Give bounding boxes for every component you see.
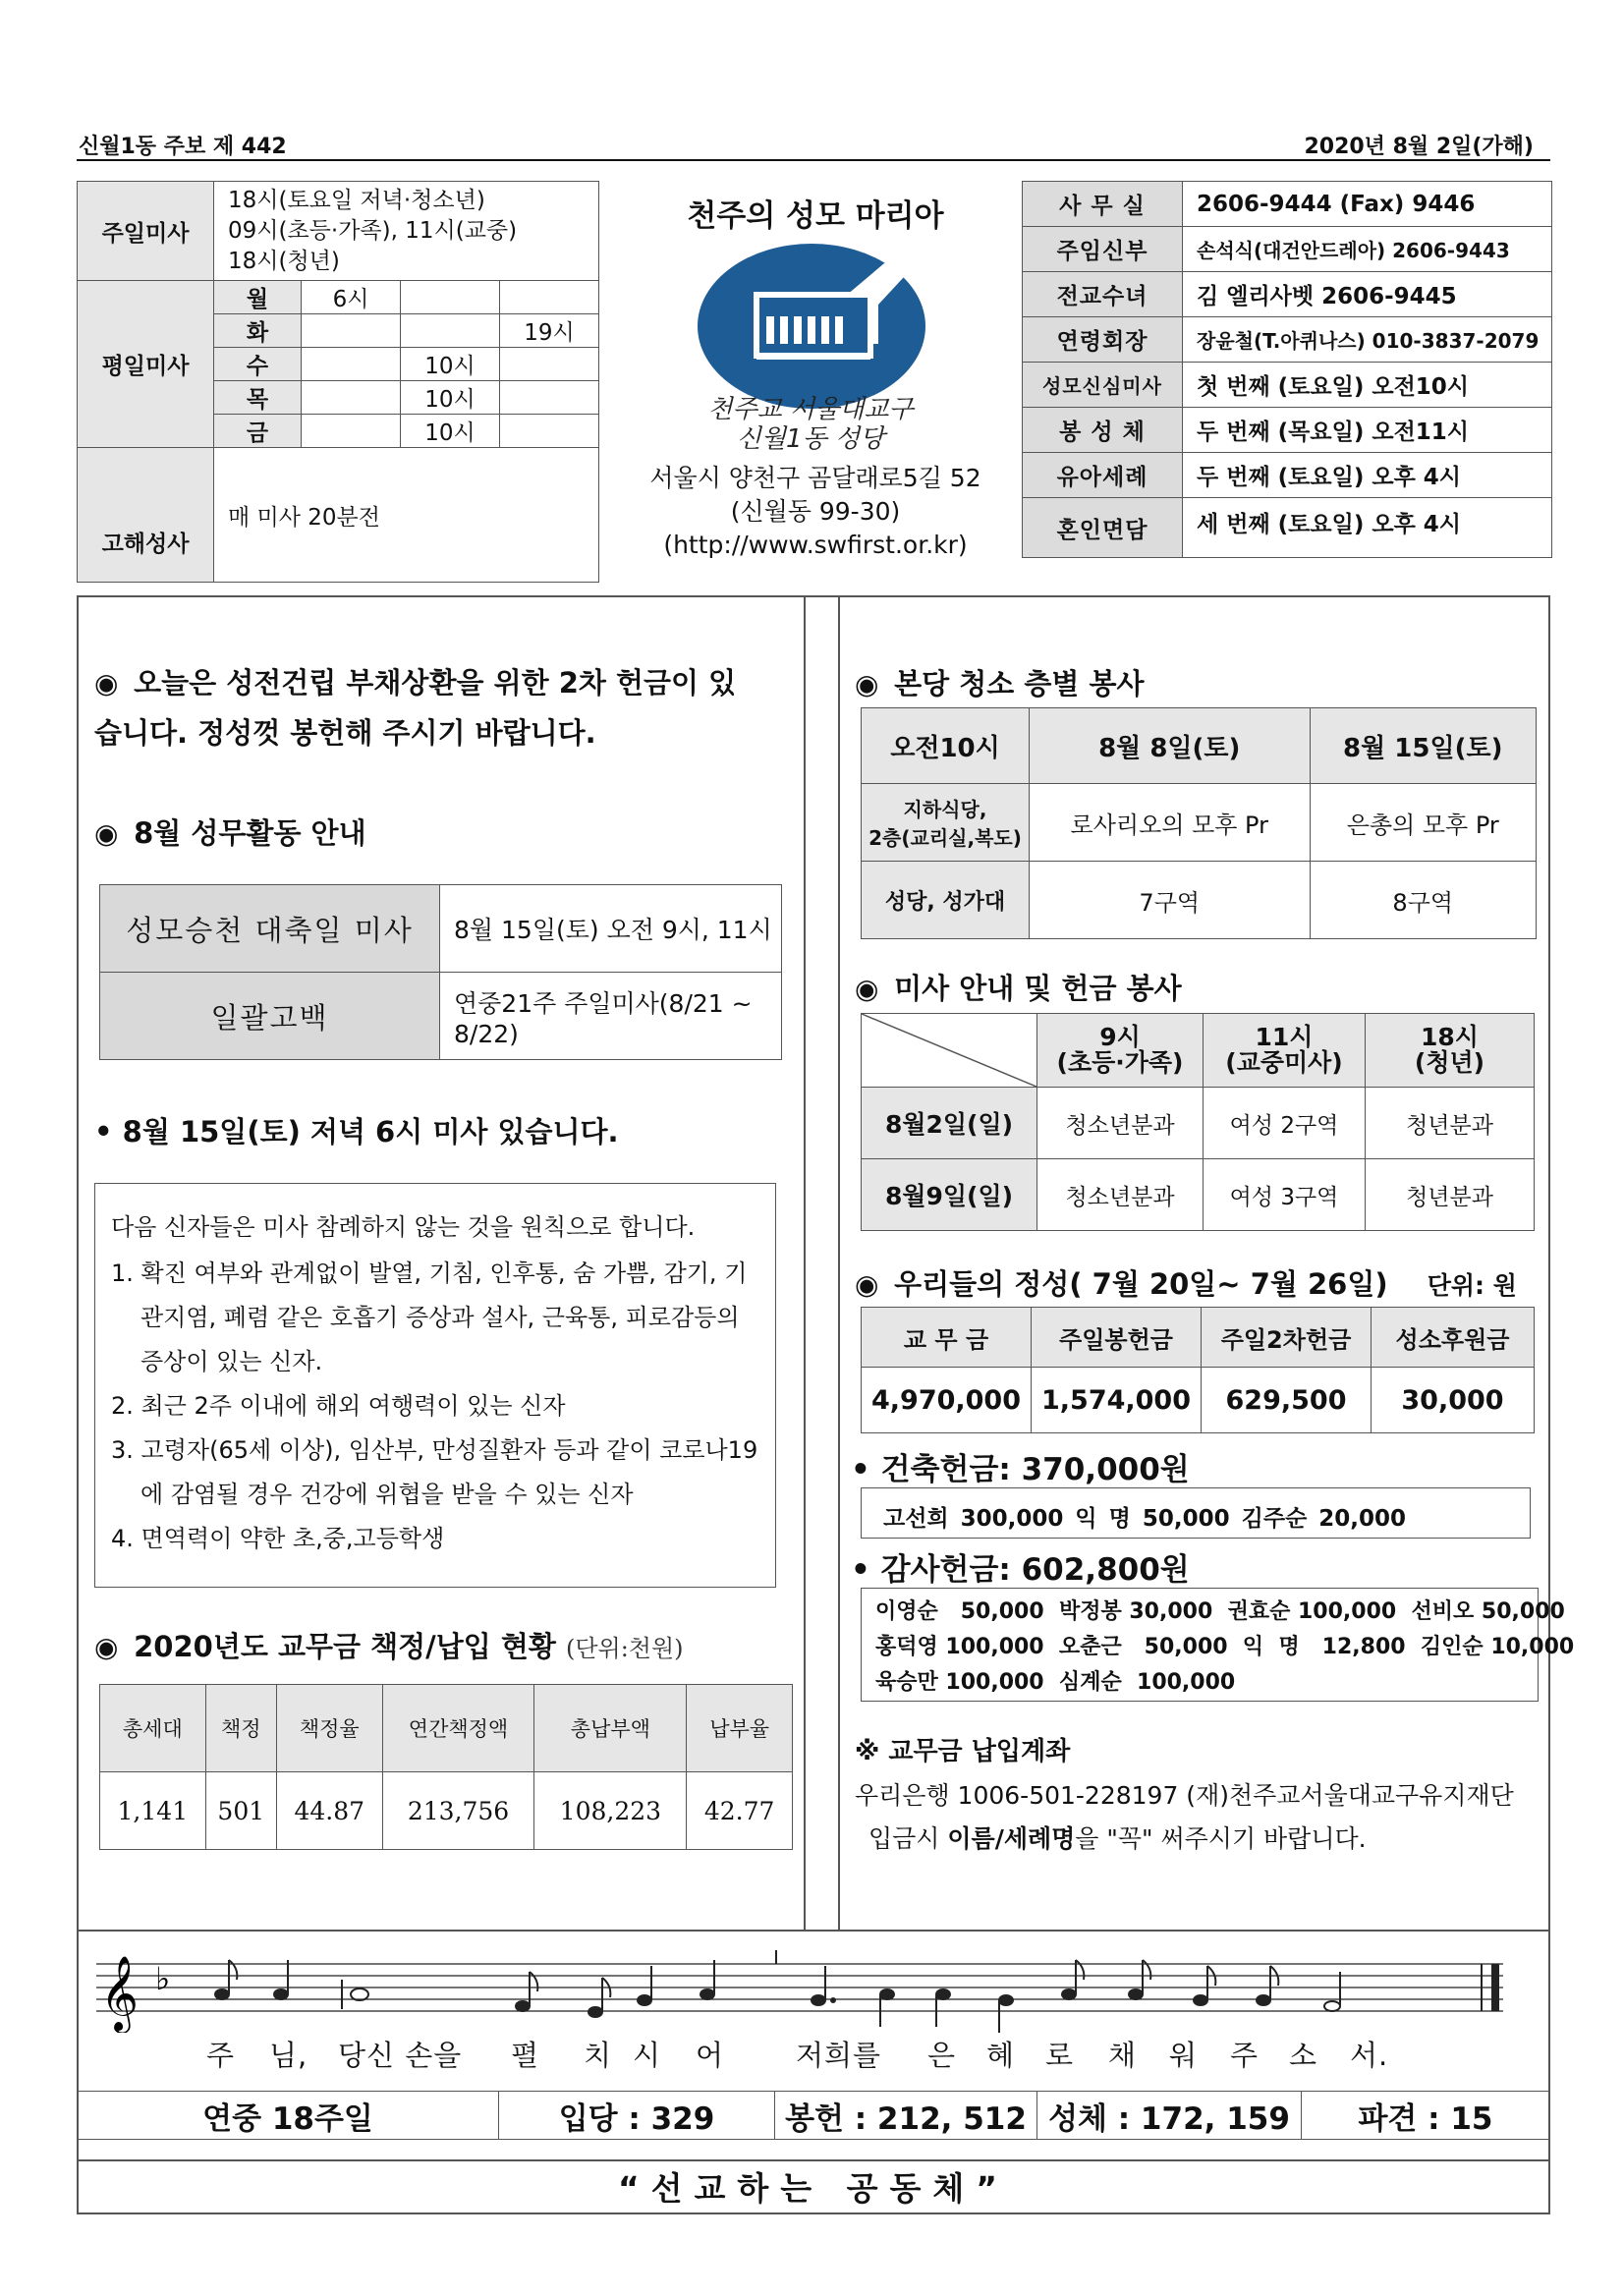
confession-label: 고해성사 <box>78 448 214 583</box>
dismissal-hymn: 파견 : 15 <box>1302 2092 1550 2140</box>
building-fund-title: • 건축헌금: 370,000원 <box>851 1452 1190 1487</box>
list-item: 4. 면역력이 약한 초,중,고등학생 <box>111 1525 445 1552</box>
music-divider <box>77 1930 1550 1932</box>
mass-offering-service-heading: ◉ 미사 안내 및 헌금 봉사 <box>855 972 1182 1005</box>
bullet-dot-icon: • <box>851 1452 870 1487</box>
offertory-hymn: 봉헌 : 212, 512 <box>775 2092 1037 2140</box>
header-divider <box>77 159 1550 161</box>
covid-guideline-box: 다음 신자들은 미사 참례하지 않는 것을 원칙으로 합니다. 1. 확진 여부와 관계없이 발열, 기침, 인후통, 숨 가쁨, 감기, 기관지염, 폐렴 같은 호흡기 증상과 설사, 근육통, 피로감등의 증상이 있는 신자. 2. 최근 2주 이내에 해외 여행력이 있는 신자 3. 고령자(65세 이상), 임산부, 만성질환자 등과 같이 코로나19에 감염될 경우 건강에 위협을 받을 수 있는 신자 4. 면역력이 약한 초,중,고등학생 <box>94 1183 776 1588</box>
weekday-mass-label: 평일미사 <box>78 281 214 448</box>
offering-unit: 단위: 원 <box>1427 1271 1517 1300</box>
cleaning-service-table: 오전10시 8월 8일(토) 8월 15일(토) 지하식당, 2층(교리실,복도) 로사리오의 모후 Pr 은총의 모후 Pr 성당, 성가대 7구역 8구역 <box>861 707 1537 939</box>
bulletin-date: 2020년 8월 2일(가해) <box>1304 135 1534 159</box>
bullet-circle-icon: ◉ <box>855 1268 879 1301</box>
svg-text:♭: ♭ <box>155 1960 171 1997</box>
tithe-status-table: 총세대 책정 책정율 연간책정액 총납부액 납부율 1,141 501 44.87 213,756 108,223 42.77 <box>99 1684 793 1850</box>
tithe-account-instruction: 입금시 이름/세례명을 "꼭" 써주시기 바랍니다. <box>868 1824 1367 1853</box>
weekday-day: 화 <box>214 314 302 348</box>
bullet-circle-icon: ◉ <box>94 667 119 700</box>
motto-divider <box>77 2159 1550 2161</box>
parish-title: 천주의 성모 마리아 <box>687 198 944 234</box>
bullet-dot-icon: • <box>94 1115 113 1148</box>
list-item: 1. 확진 여부와 관계없이 발열, 기침, 인후통, 숨 가쁨, 감기, 기관지염, 폐렴 같은 호흡기 증상과 설사, 근육통, 피로감등의 증상이 있는 신자. <box>111 1260 748 1375</box>
liturgical-week: 연중 18주일 <box>78 2092 499 2140</box>
hymn-numbers-bar <box>77 2091 1550 2140</box>
entrance-hymn: 입당 : 329 <box>499 2092 775 2140</box>
bullet-circle-icon: ◉ <box>94 1631 119 1663</box>
aug15-evening-mass-notice: • 8월 15일(토) 저녁 6시 미사 있습니다. <box>94 1115 619 1148</box>
parish-website-link[interactable]: (http://www.swfirst.or.kr) <box>663 531 968 559</box>
list-item: 3. 고령자(65세 이상), 임산부, 만성질환자 등과 같이 코로나19에 감염될 경우 건강에 위협을 받을 수 있는 신자 <box>111 1436 758 1508</box>
list-item: 2. 최근 2주 이내에 해외 여행력이 있는 신자 <box>111 1392 566 1420</box>
weekday-day: 금 <box>214 415 302 448</box>
tithe-account-number: 우리은행 1006-501-228197 (재)천주교서울대교구유지재단 <box>855 1781 1514 1810</box>
sunday-mass-label: 주일미사 <box>78 182 214 281</box>
august-activities-heading: ◉ 8월 성무활동 안내 <box>94 816 366 850</box>
bullet-circle-icon: ◉ <box>855 668 879 700</box>
bullet-circle-icon: ◉ <box>855 973 879 1005</box>
tithe-unit: (단위:천원) <box>565 1635 684 1662</box>
weekday-day: 월 <box>214 281 302 314</box>
parish-logo-script: 천주교 서울대교구 신월1동 성당 <box>707 395 914 454</box>
bullet-circle-icon: ◉ <box>94 817 119 850</box>
bulletin-issue: 신월1동 주보 제 442 <box>79 135 287 159</box>
bullet-dot-icon: • <box>851 1552 870 1588</box>
weekday-day: 수 <box>214 348 302 381</box>
column-divider <box>804 595 806 1930</box>
treble-clef-icon: 𝄞 <box>100 1955 140 2031</box>
diagonal-slash-icon <box>862 1014 1036 1087</box>
august-activities-table: 성모승천 대축일 미사 8월 15일(토) 오전 9시, 11시 일괄고백 연중21주 주일미사(8/21 ~ 8/22) <box>99 884 782 1060</box>
weekday-day: 목 <box>214 381 302 415</box>
parish-info-table: 사 무 실 2606-9444 (Fax) 9446 주임신부 손석식(대건안드레아) 2606-9443 전교수녀 김 엘리사벳 2606-9445 연령회장 장윤철(T.아퀴나스) 010-3837-2079 성모신심미사 첫 번째 (토요일) 오전10시 봉 성 체 두 번째 (목요일) 오전11시 유아세례 두 번째 (토요일) 오후 4시 혼인면담 세 번째 (토요일) 오후 4시 <box>1022 181 1552 558</box>
parish-logo-icon <box>696 236 927 409</box>
weekly-offering-heading: ◉ 우리들의 정성( 7월 20일~ 7월 26일) 단위: 원 <box>855 1267 1517 1301</box>
communion-hymn: 성체 : 172, 159 <box>1037 2092 1302 2140</box>
thanksgiving-donors: 이영순 50,000 박정봉 30,000 권효순 100,000 선비오 50,000 홍덕영 100,000 오춘근 50,000 익 명 12,800 김인순 10,000 육승만 100,000 심계순 100,000 <box>861 1588 1539 1702</box>
sunday-mass-times: 18시(토요일 저녁·청소년) 09시(초등·가족), 11시(교중) 18시(청년) <box>214 182 599 281</box>
parish-address: 서울시 양천구 곰달래로5길 52 (신월동 99-30) (http://www.swfirst.or.kr) <box>619 462 1012 562</box>
parish-motto: “선교하는 공동체” <box>617 2169 1009 2208</box>
thanksgiving-offering-title: • 감사헌금: 602,800원 <box>851 1552 1190 1588</box>
tithe-account-heading: ※ 교무금 납입계좌 <box>855 1737 1071 1766</box>
tithe-status-heading: ◉ 2020년도 교무금 책정/납입 현황 (단위:천원) <box>94 1630 684 1663</box>
building-fund-donors: 고선희 300,000 익 명 50,000 김주순 20,000 <box>861 1487 1531 1539</box>
special-collection-notice: ◉ 오늘은 성전건립 부채상환을 위한 2차 헌금이 있 습니다. 정성껏 봉헌해 주시기 바랍니다. <box>94 658 797 757</box>
column-divider <box>838 595 840 1930</box>
music-staff <box>96 1950 1511 2033</box>
mass-offering-service-table: 9시 (초등·가족) 11시 (교중미사) 18시 (청년) 8월2일(일) 청소년분과 여성 2구역 청년분과 8월9일(일) 청소년분과 여성 3구역 청년분과 <box>861 1013 1535 1231</box>
weekly-offering-table: 교 무 금 주일봉헌금 주일2차헌금 성소후원금 4,970,000 1,574,000 629,500 30,000 <box>861 1307 1535 1433</box>
mass-schedule-table: 주일미사 18시(토요일 저녁·청소년) 09시(초등·가족), 11시(교중) 18시(청년) 평일미사 월 6시 화 19시 수 10시 목 10시 금 10시 고해성사 매 미사 20분전 <box>77 181 599 583</box>
cleaning-service-heading: ◉ 본당 청소 층별 봉사 <box>855 667 1145 700</box>
confession-text: 매 미사 20분전 <box>214 448 599 583</box>
